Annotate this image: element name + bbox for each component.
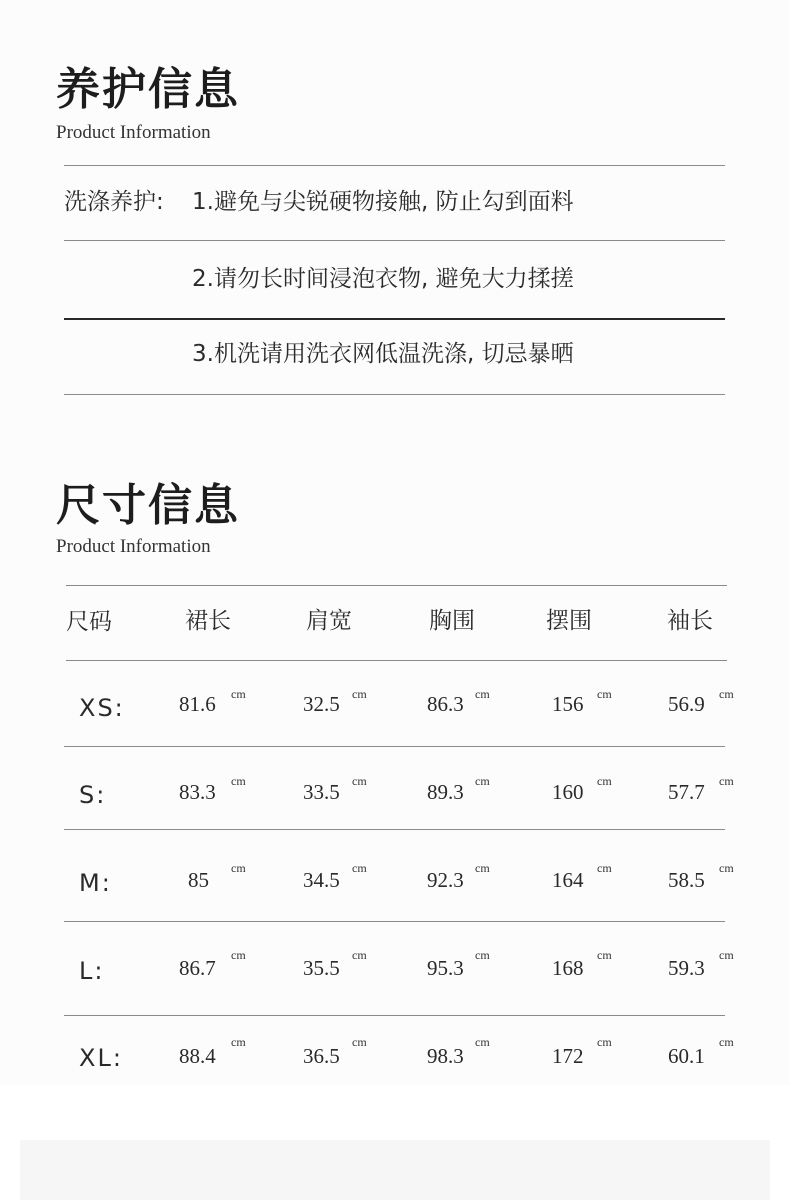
unit-label: cm <box>719 948 734 962</box>
unit-label: cm <box>352 687 367 701</box>
cell-shoulder: 35.5 <box>303 956 340 980</box>
unit-label: cm <box>352 1035 367 1049</box>
row-size-label: XL: <box>79 1044 123 1072</box>
care-subtitle: Product Information <box>56 122 211 143</box>
cell-sleeve: 58.5 <box>668 868 705 892</box>
cell-sleeve: 56.9 <box>668 692 705 716</box>
row-size-label: M: <box>79 869 112 897</box>
table-row-rule <box>64 1015 725 1016</box>
unit-label: cm <box>352 861 367 875</box>
divider <box>64 165 725 166</box>
cell-shoulder: 36.5 <box>303 1044 340 1068</box>
bottom-blank-panel <box>20 1140 770 1200</box>
table-header-bust: 胸围 <box>429 608 475 634</box>
unit-label: cm <box>231 1035 246 1049</box>
table-header-length: 裙长 <box>185 608 231 634</box>
unit-label: cm <box>719 1035 734 1049</box>
unit-label: cm <box>719 687 734 701</box>
size-title: 尺寸信息 <box>56 480 240 531</box>
cell-hem: 168 <box>552 956 584 980</box>
cell-shoulder: 34.5 <box>303 868 340 892</box>
cell-shoulder: 32.5 <box>303 692 340 716</box>
table-header-sleeve: 袖长 <box>667 608 713 634</box>
unit-label: cm <box>475 948 490 962</box>
unit-label: cm <box>719 861 734 875</box>
cell-hem: 172 <box>552 1044 584 1068</box>
unit-label: cm <box>352 948 367 962</box>
table-header-hem: 摆围 <box>546 608 592 634</box>
care-label: 洗涤养护: <box>64 189 164 215</box>
cell-shoulder: 33.5 <box>303 780 340 804</box>
care-line-1: 1.避免与尖锐硬物接触, 防止勾到面料 <box>192 189 574 215</box>
cell-bust: 86.3 <box>427 692 464 716</box>
cell-length: 88.4 <box>179 1044 216 1068</box>
table-header-size: 尺码 <box>66 609 112 635</box>
unit-label: cm <box>231 861 246 875</box>
cell-sleeve: 60.1 <box>668 1044 705 1068</box>
table-row-rule <box>64 746 725 747</box>
table-row-rule <box>66 660 727 661</box>
divider <box>64 318 725 320</box>
cell-length: 85 <box>188 868 209 892</box>
cell-hem: 164 <box>552 868 584 892</box>
cell-bust: 89.3 <box>427 780 464 804</box>
unit-label: cm <box>597 948 612 962</box>
unit-label: cm <box>475 774 490 788</box>
cell-bust: 98.3 <box>427 1044 464 1068</box>
cell-hem: 160 <box>552 780 584 804</box>
cell-length: 83.3 <box>179 780 216 804</box>
divider <box>64 240 725 241</box>
unit-label: cm <box>597 861 612 875</box>
cell-bust: 92.3 <box>427 868 464 892</box>
care-line-3: 3.机洗请用洗衣网低温洗涤, 切忌暴晒 <box>192 341 574 367</box>
unit-label: cm <box>597 774 612 788</box>
divider <box>64 394 725 395</box>
cell-bust: 95.3 <box>427 956 464 980</box>
table-header-shoulder: 肩宽 <box>306 608 352 634</box>
table-top-rule <box>66 585 727 586</box>
cell-length: 81.6 <box>179 692 216 716</box>
unit-label: cm <box>475 687 490 701</box>
row-size-label: S: <box>79 781 107 809</box>
table-row-rule <box>64 829 725 830</box>
cell-sleeve: 57.7 <box>668 780 705 804</box>
unit-label: cm <box>719 774 734 788</box>
care-title: 养护信息 <box>56 64 240 115</box>
cell-hem: 156 <box>552 692 584 716</box>
unit-label: cm <box>597 687 612 701</box>
row-size-label: L: <box>79 957 105 985</box>
row-size-label: XS: <box>79 694 125 722</box>
unit-label: cm <box>231 948 246 962</box>
unit-label: cm <box>352 774 367 788</box>
unit-label: cm <box>475 861 490 875</box>
table-row-rule <box>64 921 725 922</box>
unit-label: cm <box>475 1035 490 1049</box>
care-line-2: 2.请勿长时间浸泡衣物, 避免大力揉搓 <box>192 266 574 292</box>
cell-length: 86.7 <box>179 956 216 980</box>
unit-label: cm <box>231 687 246 701</box>
unit-label: cm <box>597 1035 612 1049</box>
unit-label: cm <box>231 774 246 788</box>
size-subtitle: Product Information <box>56 536 211 557</box>
cell-sleeve: 59.3 <box>668 956 705 980</box>
